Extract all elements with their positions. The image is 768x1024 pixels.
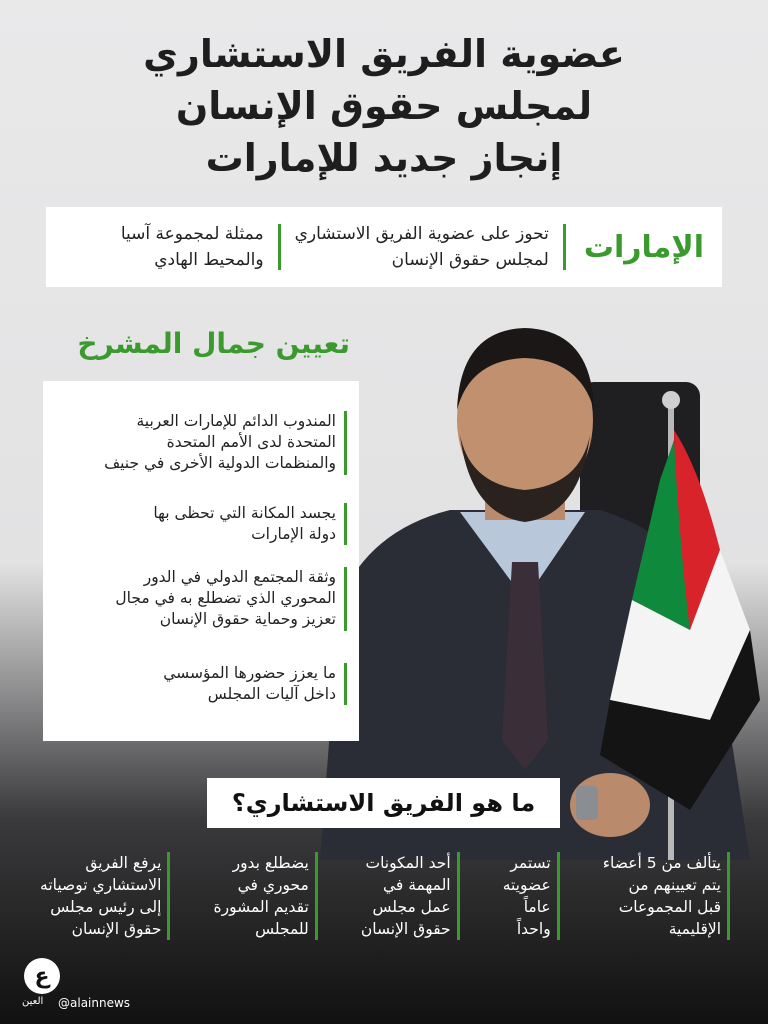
list-item-line: ما يعزز حضورها المؤسسي [163, 664, 336, 682]
banner-membership-line-2: لمجلس حقوق الإنسان [391, 250, 549, 270]
list-item-line: تعزيز وحماية حقوق الإنسان [159, 610, 336, 628]
title-line-3: إنجاز جديد للإمارات [205, 136, 563, 180]
banner-representation-line-1: ممثلة لمجموعة آسيا [120, 224, 264, 244]
list-item [57, 503, 347, 545]
fact-marker [315, 852, 318, 940]
list-item-marker [344, 503, 347, 545]
flag-finial [662, 391, 680, 409]
fact-line: أحد المكونات [365, 854, 451, 872]
list-item-marker [344, 567, 347, 631]
fact-marker [727, 852, 730, 940]
fact-marker [557, 852, 560, 940]
fact-line: حقوق الإنسان [71, 920, 162, 938]
fact-line: واحداً [516, 920, 551, 938]
banner-divider [278, 224, 281, 270]
list-item-line: المندوب الدائم للإمارات العربية [136, 412, 336, 430]
social-handle: @alainnews [58, 996, 131, 1010]
list-item-line: داخل آليات المجلس [207, 685, 336, 703]
title-line-2: لمجلس حقوق الإنسان [175, 84, 593, 128]
fact-line: تقديم المشورة [213, 898, 309, 916]
fact-line: عاماً [523, 898, 551, 916]
list-item [57, 663, 347, 705]
list-item-line: المتحدة لدى الأمم المتحدة [166, 433, 336, 451]
banner-representation-line-2: والمحيط الهادي [154, 250, 264, 270]
fact-marker [457, 852, 460, 940]
list-item-line: وثقة المجتمع الدولي في الدور [143, 568, 336, 586]
fact-line: يضطلع بدور [232, 854, 309, 872]
fact-line: قبل المجموعات [618, 898, 721, 916]
banner-country: الإمارات [583, 229, 704, 265]
list-item-marker [344, 411, 347, 475]
fact-line: عضويته [502, 876, 551, 894]
fact-line: حقوق الإنسان [360, 920, 451, 938]
banner-divider [563, 224, 566, 270]
facts-columns [40, 852, 730, 942]
list-item [57, 567, 347, 631]
fact-line: الاستشاري توصياته [40, 876, 162, 894]
list-item-line: يجسد المكانة التي تحظى بها [153, 504, 336, 522]
fact-line: يتألف من 5 أعضاء [602, 854, 721, 872]
fact-line: عمل مجلس [372, 898, 451, 916]
alain-logo-icon: ع [24, 958, 60, 994]
fact-line: المهمة في [382, 876, 451, 894]
fact-line: الإقليمية [668, 920, 721, 938]
appointment-heading: تعيين جمال المشرخ [77, 327, 350, 360]
fact-column [214, 852, 318, 942]
banner-membership-line-1: تحوز على عضوية الفريق الاستشاري [294, 224, 549, 244]
title-line-1: عضوية الفريق الاستشاري [143, 32, 625, 76]
fact-line: يتم تعيينهم من [628, 876, 721, 894]
role-list-card [43, 381, 359, 741]
fact-line: تستمر [510, 854, 551, 872]
uae-banner [46, 207, 722, 287]
banner-membership [285, 221, 559, 273]
logo-name: العين [22, 996, 44, 1007]
list-item-line: دولة الإمارات [251, 525, 336, 543]
fact-column [603, 852, 730, 942]
list-item-line: المحوري الذي تضطلع به في مجال [115, 589, 336, 607]
list-item-marker [344, 663, 347, 705]
fact-line: إلى رئيس مجلس [50, 898, 162, 916]
banner-representation [111, 221, 274, 273]
fact-marker [167, 852, 170, 940]
fact-line: محوري في [237, 876, 309, 894]
fact-column [361, 852, 460, 942]
question-heading: ما هو الفريق الاستشاري؟ [207, 778, 560, 828]
list-item [57, 411, 347, 475]
fact-line: يرفع الفريق [85, 854, 162, 872]
page-title [120, 28, 648, 184]
watch [576, 786, 598, 820]
fact-column [40, 852, 170, 942]
list-item-line: والمنظمات الدولية الأخرى في جنيف [104, 454, 336, 472]
fact-line: للمجلس [255, 920, 309, 938]
fact-column [503, 852, 560, 942]
